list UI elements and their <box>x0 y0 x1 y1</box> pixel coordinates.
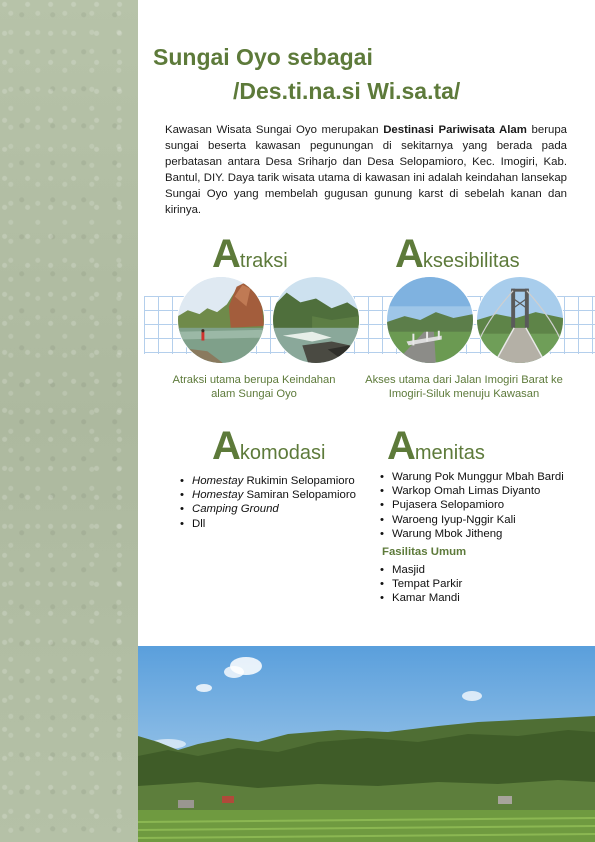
photo-river-cliff <box>177 276 265 364</box>
list-item-text: Samiran Selopamioro <box>243 489 356 502</box>
akomodasi-list <box>180 474 356 531</box>
list-item: • Masjid <box>380 563 462 577</box>
heading-akomodasi-initial: A <box>212 424 241 468</box>
list-item: • Pujasera Selopamioro <box>380 498 564 512</box>
photo-suspension-bridge <box>476 276 564 364</box>
heading-aksesibilitas-initial: A <box>395 232 424 276</box>
heading-aksesibilitas <box>395 232 520 277</box>
list-item-text: Dll <box>192 517 206 530</box>
list-item: • Warung Pok Munggur Mbah Bardi <box>380 470 564 484</box>
side-texture-panel <box>0 0 138 842</box>
caption-aksesibilitas: Akses utama dari Jalan Imogiri Barat ke Imogiri-Siluk menuju Kawasan <box>365 374 563 400</box>
list-item-emphasis: Homestay <box>192 489 244 502</box>
intro-text-pre: Kawasan Wisata Sungai Oyo merupakan <box>165 124 384 136</box>
list-item <box>180 502 356 516</box>
intro-paragraph <box>165 122 567 218</box>
list-item <box>180 517 356 531</box>
list-item-emphasis: Camping Ground <box>192 503 279 516</box>
heading-akomodasi-rest: komodasi <box>239 442 326 464</box>
landscape-photo <box>138 646 595 842</box>
list-item <box>180 474 356 488</box>
list-item: • Waroeng Iyup-Nggir Kali <box>380 513 564 527</box>
heading-akomodasi <box>212 424 326 469</box>
fasilitas-list <box>380 563 462 606</box>
heading-atraksi <box>212 232 288 277</box>
page-title-line2: /Des.ti.na.si Wi.sa.ta/ <box>233 78 461 104</box>
list-item <box>180 488 356 502</box>
list-item: • Warkop Omah Limas Diyanto <box>380 484 564 498</box>
list-item-text: Rukimin Selopamioro <box>243 475 355 487</box>
heading-amenitas-initial: A <box>387 424 416 468</box>
amenitas-list <box>380 470 564 541</box>
intro-text-bold: Destinasi Pariwisata Alam <box>383 124 527 136</box>
page-title-line1: Sungai Oyo sebagai <box>153 44 373 70</box>
photo-river-rocks <box>272 276 360 364</box>
list-item: • Kamar Mandi <box>380 591 462 605</box>
list-item-emphasis: Homestay <box>192 475 244 487</box>
heading-amenitas-rest: menitas <box>414 442 485 464</box>
photo-road <box>386 276 474 364</box>
list-item: • Warung Mbok Jitheng <box>380 527 564 541</box>
heading-atraksi-rest: traksi <box>239 250 288 272</box>
caption-atraksi: Atraksi utama berupa Keindahan alam Sungai Oyo <box>172 374 336 400</box>
list-item: • Tempat Parkir <box>380 577 462 591</box>
intro-text-post: berupa sungai beserta kawasan pegunungan di sekitarnya yang berada pada perbatasan antara Desa Sriharjo dan Desa Selopamioro, Kec. Imogiri, Kab. Bantul, DIY. Daya tarik wisata utama di kawasan ini adalah keindahan lansekap Sungai Oyo yang membelah gugusan gunung karst di sebelah kanan dan kirinya. <box>165 124 567 216</box>
heading-atraksi-initial: A <box>212 232 241 276</box>
heading-aksesibilitas-rest: ksesibilitas <box>422 250 520 272</box>
heading-amenitas <box>387 424 485 469</box>
fasilitas-umum-heading: Fasilitas Umum <box>382 546 467 558</box>
